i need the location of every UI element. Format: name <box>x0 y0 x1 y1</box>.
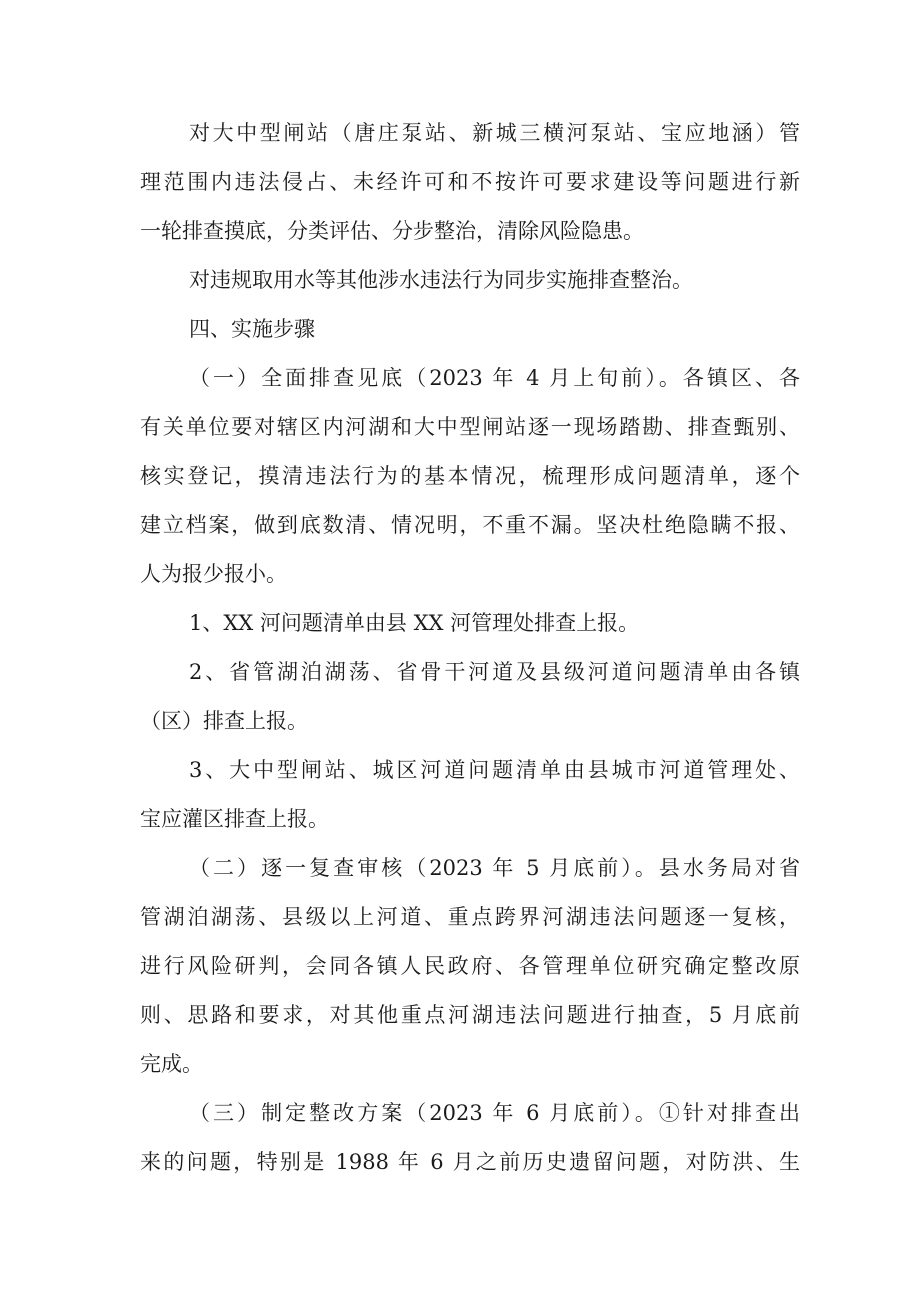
paragraph-line: 建立档案，做到底数清、情况明，不重不漏。坚决杜绝隐瞒不报、 <box>140 513 800 537</box>
paragraph-line: 对违规取用水等其他涉水违法行为同步实施排查整治。 <box>189 268 693 292</box>
list-item: （区）排查上报。 <box>140 709 308 733</box>
paragraph-line: （一）全面排查见底（2023 年 4 月上旬前）。各镇区、各 <box>189 366 800 390</box>
list-item: 宝应灌区排查上报。 <box>140 807 329 831</box>
paragraph-line: 完成。 <box>140 1052 203 1076</box>
paragraph-line: 来的问题，特别是 1988 年 6 月之前历史遗留问题，对防洪、生 <box>140 1150 800 1174</box>
section-heading: 四、实施步骤 <box>189 317 315 341</box>
paragraph-line: 理范围内违法侵占、未经许可和不按许可要求建设等问题进行新 <box>140 170 800 194</box>
list-item: 2、省管湖泊湖荡、省骨干河道及县级河道问题清单由各镇 <box>189 660 800 684</box>
paragraph-line: 人为报少报小。 <box>140 562 287 586</box>
paragraph-line: （三）制定整改方案（2023 年 6 月底前）。①针对排查出 <box>189 1101 800 1125</box>
paragraph-line: 一轮排查摸底，分类评估、分步整治，清除风险隐患。 <box>140 219 644 243</box>
paragraph-line: 管湖泊湖荡、县级以上河道、重点跨界河湖违法问题逐一复核， <box>140 905 800 929</box>
list-item: 3、大中型闸站、城区河道问题清单由县城市河道管理处、 <box>189 758 800 782</box>
paragraph-line: 对大中型闸站（唐庄泵站、新城三横河泵站、宝应地涵）管 <box>189 121 800 145</box>
paragraph-line: 进行风险研判，会同各镇人民政府、各管理单位研究确定整改原 <box>140 954 800 978</box>
list-item: 1、XX 河问题清单由县 XX 河管理处排查上报。 <box>189 611 640 635</box>
paragraph-line: 则、思路和要求，对其他重点河湖违法问题进行抽查，5 月底前 <box>140 1003 800 1027</box>
paragraph-line: （二）逐一复查审核（2023 年 5 月底前）。县水务局对省 <box>189 856 800 880</box>
paragraph-line: 核实登记，摸清违法行为的基本情况，梳理形成问题清单，逐个 <box>140 464 800 488</box>
paragraph-line: 有关单位要对辖区内河湖和大中型闸站逐一现场踏勘、排查甄别、 <box>140 415 800 439</box>
